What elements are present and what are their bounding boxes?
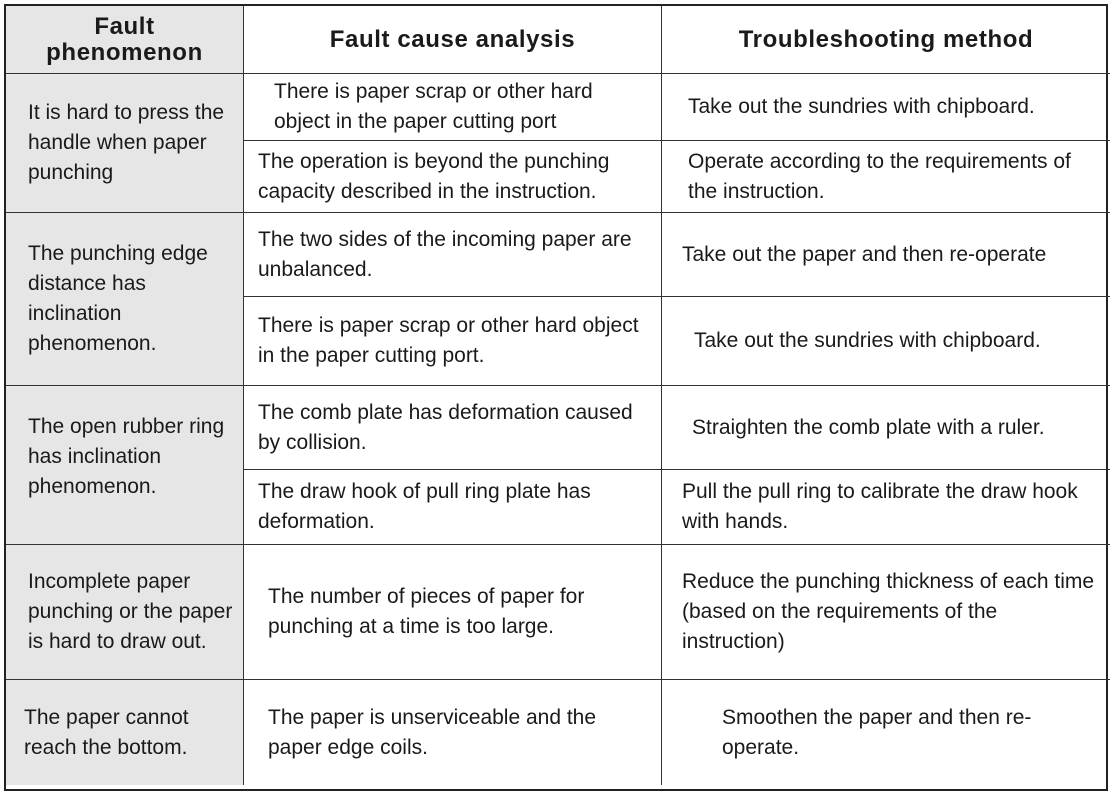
header-fault-phenomenon: Fault phenomenon [6,6,244,74]
cause-cell: The number of pieces of paper for punching at a time is too large. [244,545,662,680]
cause-cell: There is paper scrap or other hard object in the paper cutting port [244,74,662,141]
method-cell: Pull the pull ring to calibrate the draw hook with hands. [662,470,1110,545]
phenomenon-cell: The open rubber ring has inclination phenomenon. [6,386,244,545]
phenomenon-cell: Incomplete paper punching or the paper is hard to draw out. [6,545,244,680]
phenomenon-cell: The punching edge distance has inclination phenomenon. [6,213,244,386]
method-cell: Take out the sundries with chipboard. [662,297,1110,386]
method-cell: Straighten the comb plate with a ruler. [662,386,1110,470]
phenomenon-cell: It is hard to press the handle when paper punching [6,74,244,213]
cause-cell: The two sides of the incoming paper are unbalanced. [244,213,662,297]
cause-cell: There is paper scrap or other hard object in the paper cutting port. [244,297,662,386]
header-troubleshooting-method: Troubleshooting method [662,6,1110,74]
method-cell: Operate according to the requirements of the instruction. [662,141,1110,213]
method-cell: Take out the sundries with chipboard. [662,74,1110,141]
cause-cell: The comb plate has deformation caused by collision. [244,386,662,470]
cause-cell: The draw hook of pull ring plate has deformation. [244,470,662,545]
cause-cell: The operation is beyond the punching capacity described in the instruction. [244,141,662,213]
method-cell: Smoothen the paper and then re-operate. [722,705,1032,759]
cause-cell: The paper is unserviceable and the paper edge coils. [244,680,662,785]
header-fault-cause-analysis: Fault cause analysis [244,6,662,74]
method-cell: Reduce the punching thickness of each time (based on the requirements of the instruction) [662,545,1110,680]
troubleshooting-table [4,4,1108,791]
phenomenon-cell: The paper cannot reach the bottom. [6,680,244,785]
method-cell: Take out the paper and then re-operate [662,213,1110,297]
